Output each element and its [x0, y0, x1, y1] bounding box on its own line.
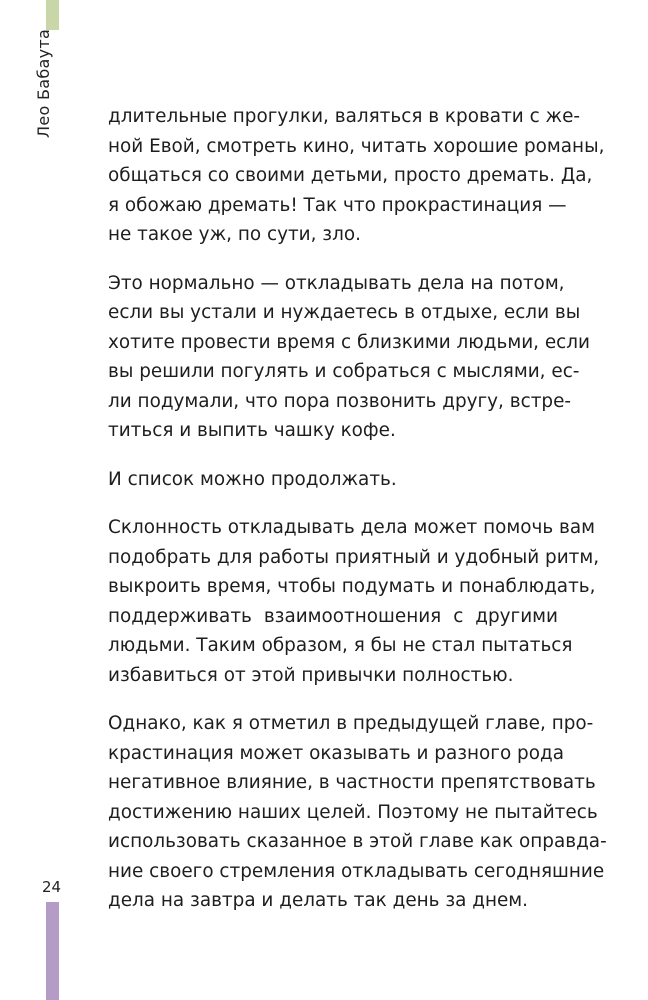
text-line: если вы устали и нуждаетесь в отдыхе, если вы [108, 302, 581, 323]
text-line: титься и выпить чашку кофе. [108, 420, 396, 441]
paragraph [108, 513, 600, 690]
text-line: избавиться от этой привычки полностью. [108, 664, 514, 686]
top-accent-bar [46, 0, 59, 30]
paragraph [108, 709, 607, 916]
text-line: дела на завтра и делать так день за днем. [108, 890, 529, 911]
text-line: Это нормально — откладывать дела на потом, [108, 272, 565, 294]
text-line: ной Евой, смотреть кино, читать хорошие романы, [108, 135, 605, 157]
page-number: 24 [42, 878, 62, 896]
text-line: выкроить время, чтобы подумать и понаблюдать, [108, 576, 596, 597]
text-line: крастинация может оказывать и разного рода [108, 742, 564, 764]
body-text [108, 102, 607, 935]
text-line: Однако, как я отметил в предыдущей главе, про- [108, 713, 594, 734]
paragraph [108, 269, 590, 446]
text-line: людьми. Таким образом, я бы не стал пытаться [108, 635, 573, 656]
text-line: хотите провести время с близкими людьми, если [108, 331, 590, 353]
text-line: я обожаю дремать! Так что прокрастинация — [108, 194, 567, 216]
text-line: общаться со своими детьми, просто дремать. Да, [108, 165, 593, 186]
text-line: Склонность откладывать дела может помочь вам [108, 517, 596, 538]
author-name: Лео Бабаута [34, 28, 53, 138]
paragraph [108, 465, 558, 495]
text-line: ли подумали, что пора позвонить другу, встре- [108, 390, 572, 412]
text-line: поддерживать взаимоотношения с другими [108, 605, 558, 627]
text-line: ние своего стремления откладывать сегодняшние [108, 860, 605, 882]
text-line: И список можно продолжать. [108, 468, 397, 490]
text-line: негативное влияние, в частности препятствовать [108, 772, 596, 793]
text-line: использовать сказанное в этой главе как оправда- [108, 831, 607, 852]
paragraph [108, 102, 605, 250]
text-line: длительные прогулки, валяться в кровати с же- [108, 106, 581, 127]
text-line: не такое уж, по сути, зло. [108, 224, 361, 245]
text-line: подобрать для работы приятный и удобный ритм, [108, 546, 600, 568]
bottom-accent-bar [46, 902, 59, 1000]
text-line: вы решили погулять и собраться с мыслями, ес- [108, 361, 580, 382]
text-line: достижению наших целей. Поэтому не пытайтесь [108, 801, 598, 823]
